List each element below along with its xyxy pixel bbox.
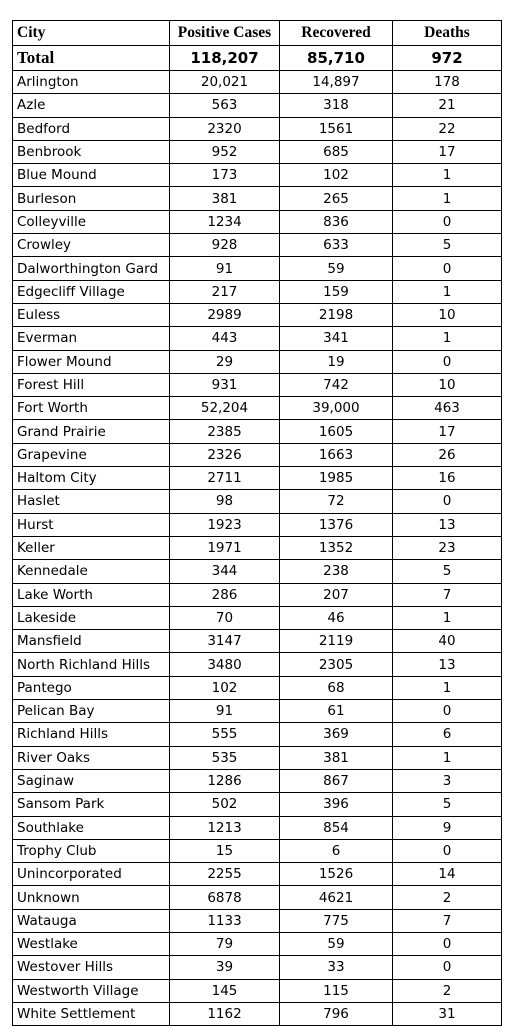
city-cell: Haslet (13, 490, 170, 513)
city-cell: Lakeside (13, 606, 170, 629)
city-cell: Haltom City (13, 467, 170, 490)
city-cell: Everman (13, 327, 170, 350)
deaths-cell: 5 (393, 560, 502, 583)
table-row (13, 676, 502, 699)
deaths-cell: 1 (393, 187, 502, 210)
positive-cases-cell: 2989 (170, 303, 280, 326)
table-row (13, 536, 502, 559)
recovered-cell: 46 (280, 606, 393, 629)
table-row (13, 187, 502, 210)
positive-cases-cell: 29 (170, 350, 280, 373)
table-row (13, 1002, 502, 1025)
recovered-cell: 1663 (280, 443, 393, 466)
recovered-cell: 341 (280, 327, 393, 350)
recovered-cell: 115 (280, 979, 393, 1002)
table-row (13, 653, 502, 676)
positive-cases-cell: 70 (170, 606, 280, 629)
positive-cases-cell: 344 (170, 560, 280, 583)
city-cell: Fort Worth (13, 397, 170, 420)
city-cell: Edgecliff Village (13, 280, 170, 303)
recovered-cell: 59 (280, 257, 393, 280)
table-row (13, 234, 502, 257)
city-cell: Crowley (13, 234, 170, 257)
deaths-cell: 0 (393, 932, 502, 955)
table-row (13, 420, 502, 443)
positive-cases-cell: 443 (170, 327, 280, 350)
table-row (13, 327, 502, 350)
city-cell: Blue Mound (13, 164, 170, 187)
deaths-cell: 2 (393, 886, 502, 909)
table-row (13, 816, 502, 839)
deaths-cell: 1 (393, 327, 502, 350)
recovered-cell: 796 (280, 1002, 393, 1025)
header-positive-cases: Positive Cases (170, 21, 280, 46)
header-deaths: Deaths (393, 21, 502, 46)
deaths-cell: 1 (393, 280, 502, 303)
deaths-cell: 31 (393, 1002, 502, 1025)
city-cell: Richland Hills (13, 723, 170, 746)
table-row (13, 397, 502, 420)
deaths-cell: 21 (393, 94, 502, 117)
deaths-cell: 0 (393, 956, 502, 979)
recovered-cell: 318 (280, 94, 393, 117)
table-row (13, 94, 502, 117)
table-row (13, 606, 502, 629)
deaths-cell: 5 (393, 793, 502, 816)
deaths-cell: 1 (393, 676, 502, 699)
positive-cases-cell: 2711 (170, 467, 280, 490)
city-cell: Forest Hill (13, 373, 170, 396)
city-cell: Mansfield (13, 630, 170, 653)
city-cell: Bedford (13, 117, 170, 140)
recovered-cell: 4621 (280, 886, 393, 909)
positive-cases-cell: 6878 (170, 886, 280, 909)
recovered-cell: 2119 (280, 630, 393, 653)
recovered-cell: 265 (280, 187, 393, 210)
city-cell: Grand Prairie (13, 420, 170, 443)
header-row (13, 21, 502, 46)
deaths-cell: 0 (393, 700, 502, 723)
table-row (13, 303, 502, 326)
total-deaths: 972 (393, 46, 502, 71)
header-recovered: Recovered (280, 21, 393, 46)
total-positive: 118,207 (170, 46, 280, 71)
recovered-cell: 1376 (280, 513, 393, 536)
deaths-cell: 7 (393, 583, 502, 606)
deaths-cell: 10 (393, 373, 502, 396)
deaths-cell: 1 (393, 164, 502, 187)
total-recovered: 85,710 (280, 46, 393, 71)
deaths-cell: 40 (393, 630, 502, 653)
city-cell: Pantego (13, 676, 170, 699)
positive-cases-cell: 79 (170, 932, 280, 955)
deaths-cell: 22 (393, 117, 502, 140)
deaths-cell: 7 (393, 909, 502, 932)
table-row (13, 932, 502, 955)
table-row (13, 280, 502, 303)
deaths-cell: 0 (393, 210, 502, 233)
deaths-cell: 1 (393, 746, 502, 769)
positive-cases-cell: 145 (170, 979, 280, 1002)
deaths-cell: 16 (393, 467, 502, 490)
recovered-cell: 68 (280, 676, 393, 699)
recovered-cell: 1561 (280, 117, 393, 140)
deaths-cell: 13 (393, 513, 502, 536)
positive-cases-cell: 1923 (170, 513, 280, 536)
deaths-cell: 17 (393, 140, 502, 163)
table-row (13, 467, 502, 490)
positive-cases-cell: 3147 (170, 630, 280, 653)
positive-cases-cell: 1286 (170, 769, 280, 792)
deaths-cell: 13 (393, 653, 502, 676)
positive-cases-cell: 3480 (170, 653, 280, 676)
city-cell: Southlake (13, 816, 170, 839)
city-cell: Westover Hills (13, 956, 170, 979)
table-row (13, 490, 502, 513)
recovered-cell: 369 (280, 723, 393, 746)
city-cell: Dalworthington Gard (13, 257, 170, 280)
table-row (13, 140, 502, 163)
deaths-cell: 26 (393, 443, 502, 466)
positive-cases-cell: 555 (170, 723, 280, 746)
city-cell: Watauga (13, 909, 170, 932)
city-cell: Arlington (13, 71, 170, 94)
city-cell: Euless (13, 303, 170, 326)
positive-cases-cell: 1213 (170, 816, 280, 839)
deaths-cell: 2 (393, 979, 502, 1002)
deaths-cell: 5 (393, 234, 502, 257)
recovered-cell: 742 (280, 373, 393, 396)
recovered-cell: 33 (280, 956, 393, 979)
recovered-cell: 72 (280, 490, 393, 513)
table-row (13, 700, 502, 723)
positive-cases-cell: 217 (170, 280, 280, 303)
city-cases-table-container (12, 20, 502, 1026)
positive-cases-cell: 91 (170, 700, 280, 723)
table-row (13, 979, 502, 1002)
city-cell: Benbrook (13, 140, 170, 163)
positive-cases-cell: 535 (170, 746, 280, 769)
recovered-cell: 836 (280, 210, 393, 233)
recovered-cell: 207 (280, 583, 393, 606)
table-row (13, 257, 502, 280)
recovered-cell: 867 (280, 769, 393, 792)
table-row (13, 117, 502, 140)
positive-cases-cell: 2320 (170, 117, 280, 140)
positive-cases-cell: 98 (170, 490, 280, 513)
table-row (13, 863, 502, 886)
positive-cases-cell: 381 (170, 187, 280, 210)
positive-cases-cell: 1971 (170, 536, 280, 559)
deaths-cell: 0 (393, 839, 502, 862)
positive-cases-cell: 173 (170, 164, 280, 187)
positive-cases-cell: 1162 (170, 1002, 280, 1025)
recovered-cell: 238 (280, 560, 393, 583)
city-cell: White Settlement (13, 1002, 170, 1025)
recovered-cell: 59 (280, 932, 393, 955)
deaths-cell: 0 (393, 257, 502, 280)
recovered-cell: 1352 (280, 536, 393, 559)
city-cell: Unincorporated (13, 863, 170, 886)
positive-cases-cell: 15 (170, 839, 280, 862)
city-cell: Unknown (13, 886, 170, 909)
deaths-cell: 1 (393, 606, 502, 629)
table-row (13, 630, 502, 653)
deaths-cell: 0 (393, 490, 502, 513)
table-row (13, 746, 502, 769)
city-cell: Saginaw (13, 769, 170, 792)
recovered-cell: 381 (280, 746, 393, 769)
city-cell: Keller (13, 536, 170, 559)
recovered-cell: 685 (280, 140, 393, 163)
total-label: Total (13, 46, 170, 71)
city-cases-table (12, 20, 502, 1026)
table-row (13, 793, 502, 816)
city-cell: Azle (13, 94, 170, 117)
recovered-cell: 102 (280, 164, 393, 187)
city-cell: Kennedale (13, 560, 170, 583)
positive-cases-cell: 1234 (170, 210, 280, 233)
recovered-cell: 633 (280, 234, 393, 257)
deaths-cell: 10 (393, 303, 502, 326)
recovered-cell: 6 (280, 839, 393, 862)
positive-cases-cell: 502 (170, 793, 280, 816)
deaths-cell: 0 (393, 350, 502, 373)
recovered-cell: 1526 (280, 863, 393, 886)
table-row (13, 560, 502, 583)
positive-cases-cell: 931 (170, 373, 280, 396)
recovered-cell: 159 (280, 280, 393, 303)
city-cell: Flower Mound (13, 350, 170, 373)
recovered-cell: 14,897 (280, 71, 393, 94)
positive-cases-cell: 20,021 (170, 71, 280, 94)
positive-cases-cell: 952 (170, 140, 280, 163)
positive-cases-cell: 39 (170, 956, 280, 979)
city-cell: Hurst (13, 513, 170, 536)
deaths-cell: 3 (393, 769, 502, 792)
city-cell: Burleson (13, 187, 170, 210)
deaths-cell: 6 (393, 723, 502, 746)
table-row (13, 583, 502, 606)
city-cell: Lake Worth (13, 583, 170, 606)
table-row (13, 350, 502, 373)
table-row (13, 723, 502, 746)
deaths-cell: 9 (393, 816, 502, 839)
positive-cases-cell: 286 (170, 583, 280, 606)
table-row (13, 956, 502, 979)
city-cell: Grapevine (13, 443, 170, 466)
table-row (13, 769, 502, 792)
table-row (13, 513, 502, 536)
recovered-cell: 775 (280, 909, 393, 932)
city-cell: Trophy Club (13, 839, 170, 862)
recovered-cell: 2305 (280, 653, 393, 676)
table-row (13, 909, 502, 932)
deaths-cell: 178 (393, 71, 502, 94)
positive-cases-cell: 1133 (170, 909, 280, 932)
table-row (13, 164, 502, 187)
deaths-cell: 463 (393, 397, 502, 420)
table-row (13, 839, 502, 862)
positive-cases-cell: 928 (170, 234, 280, 257)
positive-cases-cell: 52,204 (170, 397, 280, 420)
recovered-cell: 61 (280, 700, 393, 723)
table-row (13, 373, 502, 396)
recovered-cell: 854 (280, 816, 393, 839)
positive-cases-cell: 91 (170, 257, 280, 280)
city-cell: Pelican Bay (13, 700, 170, 723)
positive-cases-cell: 2255 (170, 863, 280, 886)
recovered-cell: 19 (280, 350, 393, 373)
total-row (13, 46, 502, 71)
city-cell: Westworth Village (13, 979, 170, 1002)
city-cell: Westlake (13, 932, 170, 955)
table-row (13, 886, 502, 909)
deaths-cell: 14 (393, 863, 502, 886)
recovered-cell: 2198 (280, 303, 393, 326)
header-city: City (13, 21, 170, 46)
table-row (13, 210, 502, 233)
positive-cases-cell: 2326 (170, 443, 280, 466)
deaths-cell: 17 (393, 420, 502, 443)
recovered-cell: 396 (280, 793, 393, 816)
recovered-cell: 1985 (280, 467, 393, 490)
recovered-cell: 1605 (280, 420, 393, 443)
city-cell: Colleyville (13, 210, 170, 233)
positive-cases-cell: 102 (170, 676, 280, 699)
positive-cases-cell: 563 (170, 94, 280, 117)
positive-cases-cell: 2385 (170, 420, 280, 443)
deaths-cell: 23 (393, 536, 502, 559)
city-cell: River Oaks (13, 746, 170, 769)
table-row (13, 71, 502, 94)
table-row (13, 443, 502, 466)
city-cell: North Richland Hills (13, 653, 170, 676)
city-cell: Sansom Park (13, 793, 170, 816)
recovered-cell: 39,000 (280, 397, 393, 420)
